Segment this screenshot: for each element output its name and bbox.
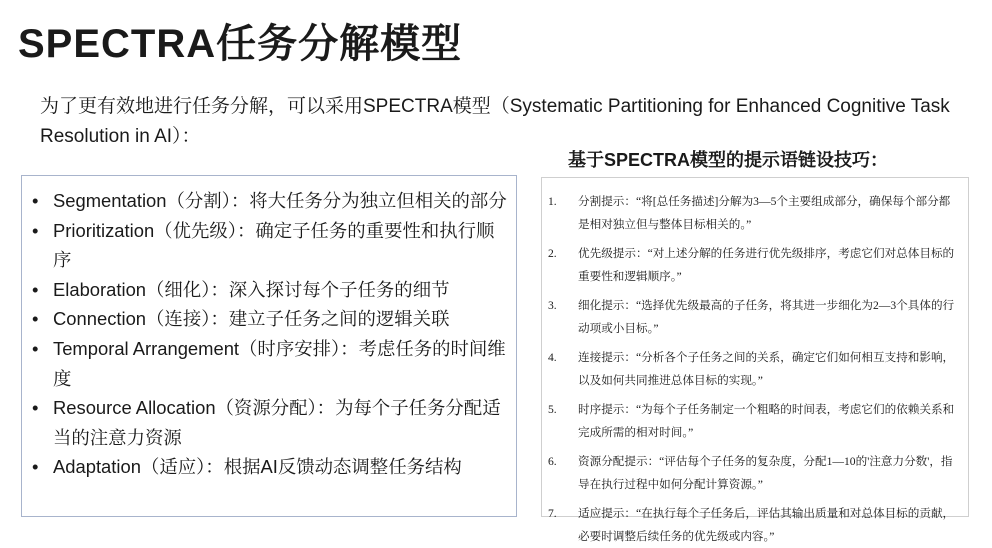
bullet-icon: • [32,219,39,241]
intro-paragraph: 为了更有效地进行任务分解，可以采用SPECTRA模型（Systematic Partitioning for Enhanced Cognitive Task Resolution in AI）： [40,96,950,147]
item-number: 4. [548,351,557,364]
item-number: 1. [548,195,557,208]
list-item [542,190,958,236]
list-item-text: 分割提示：“将[总任务描述]分解为3—5个主要组成部分，确保每个部分都是相对独立但与整体目标相关的。” [578,195,951,231]
list-item [542,450,958,496]
tips-heading: 基于SPECTRA模型的提示语链设技巧： [568,150,889,170]
list-item [542,346,958,392]
list-item [30,334,508,393]
list-item [30,216,508,275]
list-item [542,242,958,288]
list-item-text: 细化提示：“选择优先级最高的子任务，将其进一步细化为2—3个具体的行动项或小目标。” [578,299,955,335]
page-title: SPECTRA任务分解模型 [18,22,463,66]
list-item-text: 优先级提示：“对上述分解的任务进行优先级排序，考虑它们对总体目标的重要性和逻辑顺序。” [578,247,955,283]
item-number: 6. [548,455,557,468]
bullet-icon: • [32,397,39,419]
list-item-text: 适应提示：“在执行每个子任务后，评估其输出质量和对总体目标的贡献，必要时调整后续任务的优先级或内容。” [578,507,955,543]
list-item-text: 时序提示：“为每个子任务制定一个粗略的时间表，考虑它们的依赖关系和完成所需的相对时间。” [578,403,955,439]
list-item [542,294,958,340]
list-item [542,502,958,548]
bullet-icon: • [32,456,39,478]
list-item-text: 资源分配提示：“评估每个子任务的复杂度，分配1—10的'注意力分数'，指导在执行过程中如何分配计算资源。” [578,455,953,491]
bullet-icon: • [32,278,39,300]
list-item [30,393,508,452]
list-item-text: Segmentation（分割）：将大任务分为独立但相关的部分 [53,190,507,211]
list-item-text: Connection（连接）：建立子任务之间的逻辑关联 [53,308,450,330]
list-item [30,304,508,334]
item-number: 2. [548,247,557,260]
list-item [30,275,508,305]
bullet-icon: • [32,308,39,330]
list-item-text: Adaptation（适应）：根据AI反馈动态调整任务结构 [53,456,462,478]
list-item-text: Elaboration（细化）：深入探讨每个子任务的细节 [53,278,450,300]
prompt-tips-list [542,178,968,548]
spectra-components-list [22,176,516,482]
spectra-components-box [21,175,517,517]
item-number: 5. [548,403,557,416]
list-item-text: 连接提示：“分析各个子任务之间的关系，确定它们如何相互支持和影响，以及如何共同推进总体目标的实现。” [578,351,955,387]
bullet-icon: • [32,337,39,359]
prompt-tips-box [541,177,969,543]
item-number: 3. [548,299,557,312]
bullet-icon: • [32,190,39,211]
list-item [30,452,508,482]
list-item [30,186,508,216]
list-item-text: Resource Allocation（资源分配）：为每个子任务分配适当的注意力资源 [53,397,501,448]
list-item-text: Prioritization（优先级）：确定子任务的重要性和执行顺序 [53,219,495,271]
list-item [542,398,958,444]
list-item-text: Temporal Arrangement（时序安排）：考虑任务的时间维度 [53,337,506,389]
item-number: 7. [548,507,557,520]
